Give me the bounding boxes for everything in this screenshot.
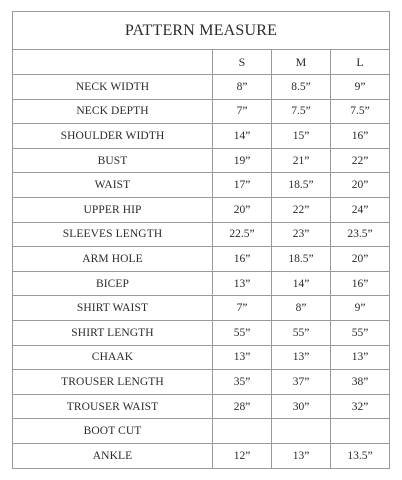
size-s-value: 8” [213, 75, 272, 100]
measurement-label: NECK WIDTH [13, 75, 213, 100]
size-s-value: 35” [213, 370, 272, 395]
table-row [13, 370, 390, 395]
measurement-label: BUST [13, 148, 213, 173]
size-s-value: 20” [213, 197, 272, 222]
title-row [13, 12, 390, 50]
size-header-row [13, 50, 390, 75]
measurement-label: TROUSER WAIST [13, 394, 213, 419]
size-l-value [331, 419, 390, 444]
measurement-label: WAIST [13, 173, 213, 198]
table-row [13, 296, 390, 321]
size-l-value: 55” [331, 320, 390, 345]
measurement-label: SLEEVES LENGTH [13, 222, 213, 247]
size-m-value: 7.5” [272, 99, 331, 124]
size-m-value: 8.5” [272, 75, 331, 100]
table-row [13, 124, 390, 149]
table-row [13, 148, 390, 173]
size-s-value: 19” [213, 148, 272, 173]
pattern-measure-table [12, 11, 390, 469]
measurement-label: ANKLE [13, 443, 213, 468]
table-row [13, 247, 390, 272]
size-m-value: 22” [272, 197, 331, 222]
size-l-value: 24” [331, 197, 390, 222]
measurement-label: TROUSER LENGTH [13, 370, 213, 395]
table-row [13, 271, 390, 296]
size-m-value: 13” [272, 443, 331, 468]
measurement-label: UPPER HIP [13, 197, 213, 222]
size-m-value [272, 419, 331, 444]
measure-body [13, 75, 390, 469]
size-m-value: 15” [272, 124, 331, 149]
table-row [13, 222, 390, 247]
size-s-value: 12” [213, 443, 272, 468]
size-m-value: 30” [272, 394, 331, 419]
size-m-value: 8” [272, 296, 331, 321]
size-header-l: L [331, 50, 390, 75]
size-l-value: 20” [331, 247, 390, 272]
label-column-header [13, 50, 213, 75]
size-m-value: 13” [272, 345, 331, 370]
measurement-label: ARM HOLE [13, 247, 213, 272]
size-l-value: 22” [331, 148, 390, 173]
size-header-s: S [213, 50, 272, 75]
table-row [13, 197, 390, 222]
size-l-value: 32” [331, 394, 390, 419]
size-s-value: 13” [213, 345, 272, 370]
size-l-value: 16” [331, 124, 390, 149]
measurement-label: BICEP [13, 271, 213, 296]
table-row [13, 99, 390, 124]
size-m-value: 21” [272, 148, 331, 173]
size-m-value: 18.5” [272, 173, 331, 198]
size-l-value: 38” [331, 370, 390, 395]
measurement-label: SHOULDER WIDTH [13, 124, 213, 149]
size-m-value: 14” [272, 271, 331, 296]
size-s-value: 7” [213, 296, 272, 321]
size-s-value [213, 419, 272, 444]
table-row [13, 443, 390, 468]
table-row [13, 394, 390, 419]
measurement-label: SHIRT LENGTH [13, 320, 213, 345]
size-m-value: 23” [272, 222, 331, 247]
size-l-value: 7.5” [331, 99, 390, 124]
size-l-value: 23.5” [331, 222, 390, 247]
size-l-value: 9” [331, 296, 390, 321]
size-l-value: 13” [331, 345, 390, 370]
size-l-value: 20” [331, 173, 390, 198]
table-row [13, 173, 390, 198]
measurement-label: CHAAK [13, 345, 213, 370]
table-row [13, 75, 390, 100]
measurement-label: NECK DEPTH [13, 99, 213, 124]
size-s-value: 16” [213, 247, 272, 272]
table-row [13, 419, 390, 444]
size-s-value: 17” [213, 173, 272, 198]
measurement-label: BOOT CUT [13, 419, 213, 444]
table-row [13, 345, 390, 370]
table-row [13, 320, 390, 345]
pattern-measure-sheet [12, 11, 389, 468]
size-m-value: 55” [272, 320, 331, 345]
size-s-value: 28” [213, 394, 272, 419]
size-header-m: M [272, 50, 331, 75]
size-s-value: 22.5” [213, 222, 272, 247]
size-l-value: 16” [331, 271, 390, 296]
size-s-value: 14” [213, 124, 272, 149]
measurement-label: SHIRT WAIST [13, 296, 213, 321]
table-title: PATTERN MEASURE [13, 12, 390, 50]
size-l-value: 9” [331, 75, 390, 100]
size-l-value: 13.5” [331, 443, 390, 468]
size-m-value: 18.5” [272, 247, 331, 272]
size-s-value: 55” [213, 320, 272, 345]
size-s-value: 7” [213, 99, 272, 124]
size-s-value: 13” [213, 271, 272, 296]
size-m-value: 37” [272, 370, 331, 395]
